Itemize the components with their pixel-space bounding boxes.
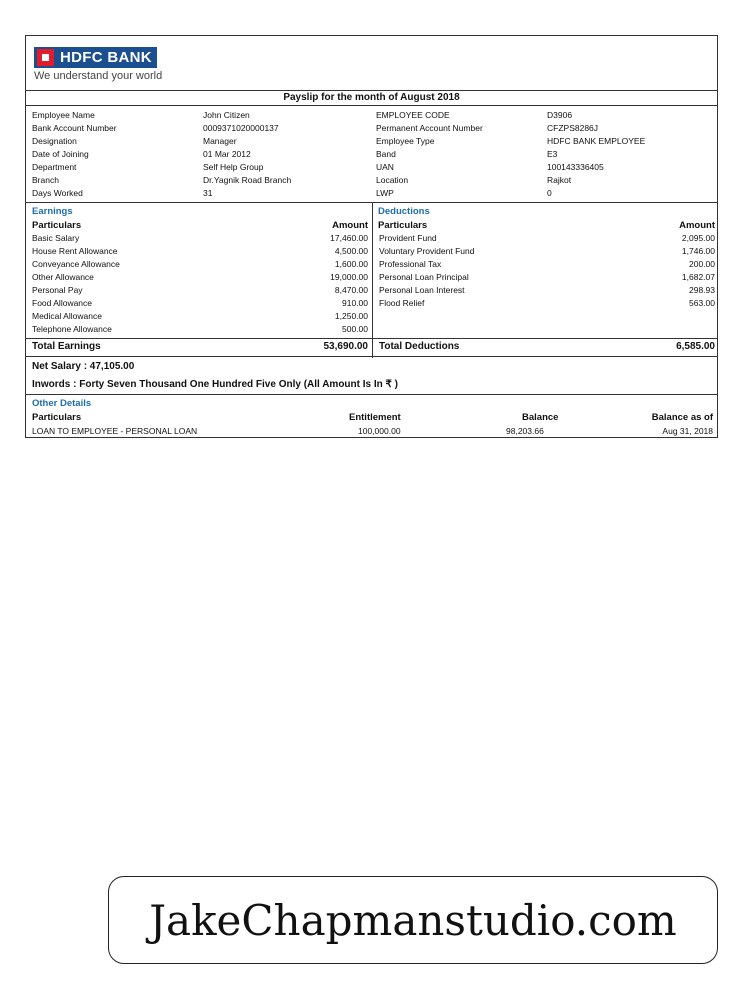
deductions-row	[373, 232, 719, 245]
payslip	[25, 35, 718, 438]
earning-label: Other Allowance	[32, 272, 94, 282]
total-earnings-row	[26, 339, 372, 355]
info-label: Days Worked	[32, 188, 83, 198]
earning-label: Basic Salary	[32, 233, 80, 243]
deductions-row	[373, 271, 719, 284]
info-label: Date of Joining	[32, 149, 89, 159]
earnings-heading: Earnings	[32, 206, 73, 217]
info-label: Designation	[32, 136, 77, 146]
deduction-label: Flood Relief	[379, 298, 425, 308]
deductions-amount-header: Amount	[679, 220, 715, 231]
info-label: Location	[376, 175, 409, 185]
deduction-amount: 1,682.07	[681, 272, 715, 282]
earnings-row	[26, 271, 372, 284]
total-earnings-label: Total Earnings	[32, 341, 101, 352]
earning-amount: 4,500.00	[334, 246, 368, 256]
earning-label: Personal Pay	[32, 285, 83, 295]
bank-logo	[34, 47, 162, 82]
deduction-amount: 200.00	[689, 259, 715, 269]
earnings-row	[26, 284, 372, 297]
deduction-amount: 563.00	[689, 298, 715, 308]
deduction-amount: 1,746.00	[681, 246, 715, 256]
other-details-header	[26, 411, 717, 424]
deductions-row	[373, 245, 719, 258]
watermark-text: JakeChapmanstudio.com	[149, 895, 677, 945]
hdfc-logo-icon	[37, 49, 54, 66]
bank-name: HDFC BANK	[60, 49, 152, 66]
earning-label: House Rent Allowance	[32, 246, 118, 256]
deductions-particulars-header: Particulars	[378, 220, 428, 231]
info-label: Employee Name	[32, 110, 95, 120]
deduction-amount: 298.93	[689, 285, 715, 295]
info-label: Bank Account Number	[32, 123, 117, 133]
info-row	[26, 161, 717, 174]
earnings-row	[26, 310, 372, 323]
info-label: UAN	[376, 162, 394, 172]
info-label: Branch	[32, 175, 59, 185]
info-label: Band	[376, 149, 396, 159]
info-label: LWP	[376, 188, 394, 198]
info-value: Manager	[203, 136, 237, 146]
od-entitlement: 100,000.00	[358, 426, 401, 436]
info-row	[26, 109, 717, 122]
info-value: 0009371020000137	[203, 123, 279, 133]
deductions-row	[373, 297, 719, 310]
od-balance: 98,203.66	[506, 426, 544, 436]
info-value: John Citizen	[203, 110, 250, 120]
earning-amount: 1,250.00	[334, 311, 368, 321]
info-row	[26, 148, 717, 161]
earnings-particulars-header: Particulars	[32, 220, 82, 231]
earning-amount: 1,600.00	[334, 259, 368, 269]
bank-tagline: We understand your world	[34, 70, 163, 82]
info-value: HDFC BANK EMPLOYEE	[547, 136, 646, 146]
earnings-row	[26, 232, 372, 245]
deduction-amount: 2,095.00	[681, 233, 715, 243]
od-particulars: LOAN TO EMPLOYEE - PERSONAL LOAN	[32, 426, 198, 436]
earning-label: Telephone Allowance	[32, 324, 112, 334]
other-details-row	[26, 425, 717, 438]
info-label: EMPLOYEE CODE	[376, 110, 450, 120]
earning-label: Food Allowance	[32, 298, 93, 308]
deduction-label: Voluntary Provident Fund	[379, 246, 475, 256]
watermark-banner	[108, 876, 718, 964]
earning-amount: 910.00	[342, 298, 368, 308]
deductions-heading: Deductions	[378, 206, 430, 217]
info-label: Department	[32, 162, 77, 172]
earning-amount: 500.00	[342, 324, 368, 334]
col-balance: Balance	[522, 412, 559, 423]
od-balance-as-of: Aug 31, 2018	[662, 426, 713, 436]
info-label: Permanent Account Number	[376, 123, 483, 133]
deduction-label: Provident Fund	[379, 233, 437, 243]
total-earnings-value: 53,690.00	[323, 341, 368, 352]
deductions-row	[373, 284, 719, 297]
info-label: Employee Type	[376, 136, 435, 146]
earnings-row	[26, 323, 372, 336]
info-row	[26, 122, 717, 135]
info-value: Self Help Group	[203, 162, 264, 172]
earning-amount: 19,000.00	[330, 272, 368, 282]
col-balance-as-of: Balance as of	[651, 412, 713, 423]
info-row	[26, 174, 717, 187]
other-details-heading: Other Details	[32, 398, 92, 409]
payslip-title: Payslip for the month of August 2018	[283, 92, 460, 103]
info-value: 01 Mar 2012	[203, 149, 251, 159]
earning-label: Conveyance Allowance	[32, 259, 120, 269]
info-value: Dr.Yagnik Road Branch	[203, 175, 292, 185]
earning-label: Medical Allowance	[32, 311, 102, 321]
amount-in-words: Inwords : Forty Seven Thousand One Hundred Five Only (All Amount Is In ₹ )	[32, 379, 399, 390]
info-row	[26, 187, 717, 200]
info-value: 31	[203, 188, 213, 198]
total-deductions-label: Total Deductions	[379, 341, 460, 352]
info-value: 100143336405	[547, 162, 604, 172]
deduction-label: Personal Loan Principal	[379, 272, 469, 282]
earnings-amount-header: Amount	[332, 220, 368, 231]
deductions-row	[373, 258, 719, 271]
earnings-row	[26, 258, 372, 271]
total-deductions-value: 6,585.00	[676, 341, 715, 352]
info-value: E3	[547, 149, 558, 159]
info-row	[26, 135, 717, 148]
deduction-label: Personal Loan Interest	[379, 285, 465, 295]
net-salary: Net Salary : 47,105.00	[32, 361, 135, 372]
earnings-row	[26, 297, 372, 310]
deduction-label: Professional Tax	[379, 259, 442, 269]
info-value: CFZPS8286J	[547, 123, 599, 133]
col-particulars: Particulars	[32, 412, 82, 423]
info-value: Rajkot	[547, 175, 572, 185]
total-deductions-row	[373, 339, 719, 355]
earning-amount: 8,470.00	[334, 285, 368, 295]
col-entitlement: Entitlement	[349, 412, 401, 423]
info-value: D3906	[547, 110, 573, 120]
earnings-row	[26, 245, 372, 258]
earning-amount: 17,460.00	[330, 233, 368, 243]
info-value: 0	[547, 188, 552, 198]
